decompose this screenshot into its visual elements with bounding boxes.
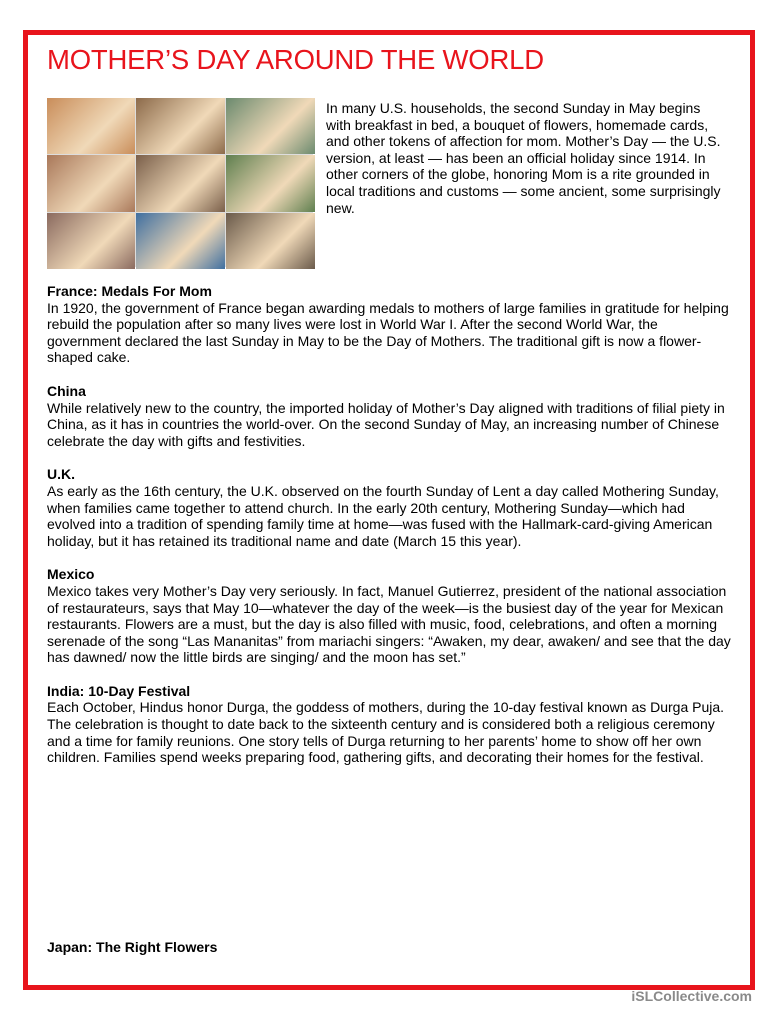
page-title: MOTHER’S DAY AROUND THE WORLD [47,44,544,75]
section-heading: U.K. [47,466,75,483]
section-body: Each October, Hindus honor Durga, the goddess of mothers, during the 10-day festival known as Durga Puja. The celebration is thought to date back to the sixteenth century and is considered both a religious ceremony and a time for family reunions. One story tells of Durga returning to her parents’ home to show off her own children. Families spend weeks preparing food, gathering gifts, and decorating their homes for the festival. [47,699,725,766]
collage-tile [136,213,225,269]
section-india [47,683,733,766]
collage-tile [136,155,225,212]
collage-tile [47,98,135,154]
section-france [47,283,733,366]
collage-tile [47,155,135,212]
collage-tile [136,98,225,154]
section-body: Mexico takes very Mother’s Day very seriously. In fact, Manuel Gutierrez, president of the national association of restaurateurs, says that May 10—whatever the day of the week—is the busiest day of the year for Mexican restaurants. Flowers are a must, but the day is also filled with music, food, celebrations, and often a morning serenade of the song “Las Mananitas” from mariachi singers: “Awaken, my dear, awaken/ and see that the day has dawned/ now the little birds are singing/ and the moon has set.” [47,582,731,666]
section-heading: China [47,382,86,399]
section-heading: Mexico [47,566,95,583]
section-heading: India: 10-Day Festival [47,682,191,699]
section-heading-japan: Japan: The Right Flowers [47,939,218,955]
sections [47,283,733,783]
section-body: In 1920, the government of France began awarding medals to mothers of large families in gratitude for helping rebuild the population after so many lives were lost in World War I. After the second World War, the government declared the last Sunday in May to be the Day of Mothers. The traditional gift is now a flower-shaped cake. [47,299,729,366]
collage-tile [226,155,315,212]
site-watermark[interactable]: iSLCollective.com [631,988,752,1004]
section-body: As early as the 16th century, the U.K. observed on the fourth Sunday of Lent a day called Mothering Sunday, when families came together to attend church. In the early 20th century, Mothering Sunday—which had evolved into a tradition of spending family time at home—was fused with the Hallmark-card-giving American holiday, but it has retained its traditional name and date (March 15 this year). [47,482,719,549]
collage-tile [47,213,135,269]
section-mexico [47,566,733,666]
section-uk [47,466,733,549]
collage-tile [226,213,315,269]
collage-tile [226,98,315,154]
section-heading: France: Medals For Mom [47,283,212,299]
mothers-collage-image [47,98,313,267]
intro-paragraph: In many U.S. households, the second Sunday in May begins with breakfast in bed, a bouquet of flowers, homemade cards, and other tokens of affection for mom. Mother’s Day — the U.S. version, at least — has been an official holiday since 1914. In other corners of the globe, honoring Mom is a rite grounded in local traditions and customs — some ancient, some surprisingly new. [326,100,721,216]
section-body: While relatively new to the country, the imported holiday of Mother’s Day aligned with traditions of filial piety in China, as it has in countries the world-over. On the second Sunday of May, an increasing number of Chinese celebrate the day with gifts and festivities. [47,399,725,449]
section-china [47,383,733,449]
